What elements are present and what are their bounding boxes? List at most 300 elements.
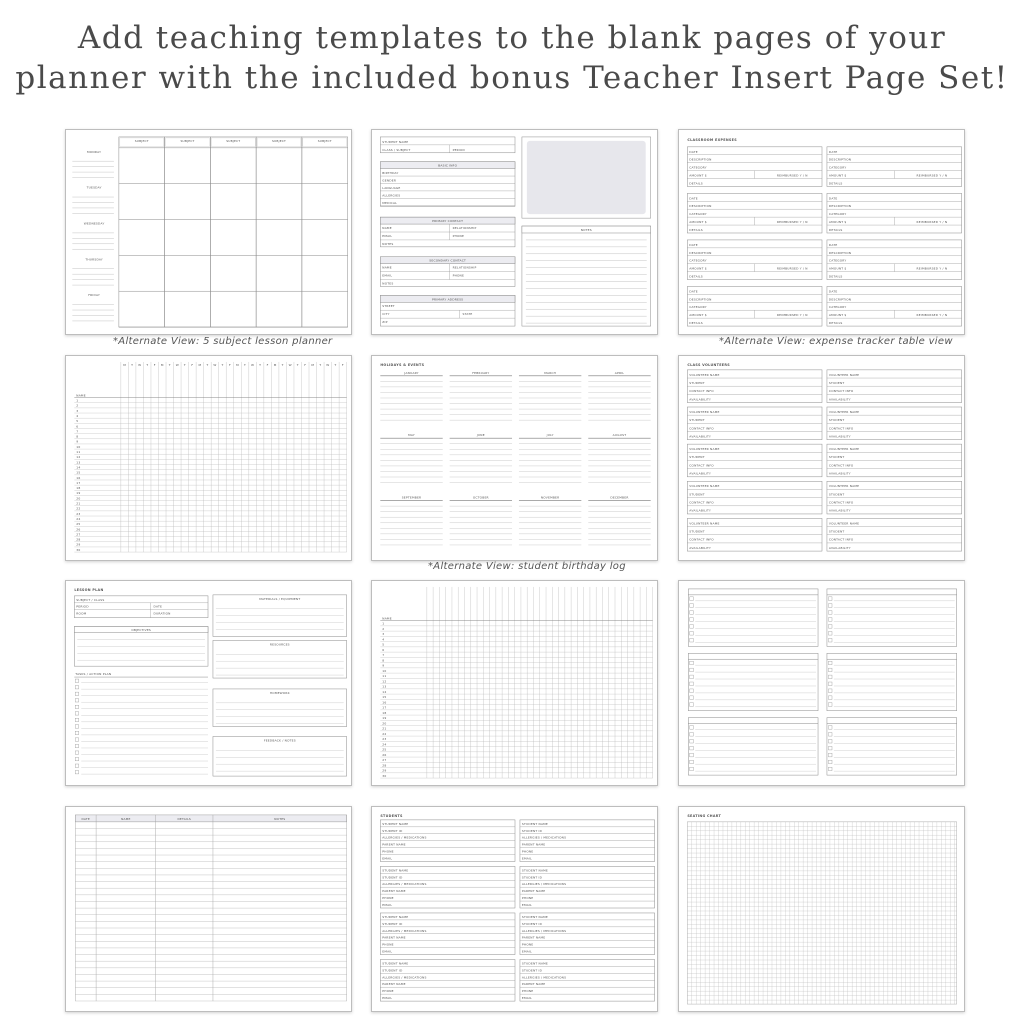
checkbox (690, 703, 694, 707)
task-checkbox (75, 686, 78, 689)
label-text: EMAIL (382, 856, 393, 861)
label-text: STUDENT (689, 492, 705, 497)
subject-header: SUBJECT (180, 138, 195, 143)
label-text: NAME (382, 265, 392, 270)
box (827, 240, 962, 280)
row-number: 15 (382, 695, 387, 700)
task-checkbox (75, 771, 78, 774)
page-holidays-events (371, 355, 658, 561)
checkbox (828, 611, 832, 615)
label-text: STUDENT NAME (521, 868, 549, 873)
checkbox (690, 661, 694, 665)
label-text: STUDENT (828, 455, 845, 460)
label-text: STUDENT ID (521, 875, 543, 880)
label-text: STUDENT (828, 380, 845, 385)
page-grade-tracker (371, 580, 658, 786)
row-number: 26 (76, 527, 81, 532)
day-letter: T (221, 362, 224, 367)
row-number: 30 (76, 547, 81, 552)
label-text: STUDENT NAME (382, 961, 409, 966)
label-text: STUDENT (828, 418, 845, 423)
label-text: PHONE (382, 942, 394, 947)
label-text: CATEGORY (689, 258, 707, 263)
label-text: DESCRIPTION (828, 250, 852, 255)
page-students (371, 806, 658, 1012)
box (827, 193, 962, 233)
checkbox (828, 733, 832, 737)
label-text: STUDENT (689, 380, 705, 385)
label-text: ZIP (382, 320, 388, 325)
label-text: DESCRIPTION (828, 157, 852, 162)
row-number: 23 (76, 511, 81, 516)
label-text: ALLERGIES / MEDICATIONS (382, 928, 427, 933)
volunteers-svg (679, 356, 964, 560)
label-text: DETAILS (689, 181, 703, 186)
label-text: AVAILABILITY (828, 434, 851, 439)
student-info-svg (372, 130, 657, 334)
caption-lesson-planner: *Alternate View: 5 subject lesson planner (113, 336, 333, 347)
label-text: CATEGORY (828, 305, 847, 310)
label-text: DATE (828, 149, 838, 154)
label-text: DETAILS (828, 321, 843, 326)
row-number: 14 (76, 465, 81, 470)
row-number: 10 (382, 668, 387, 673)
label-text: STREET (382, 304, 395, 309)
label-text: CONTACT INFO (828, 426, 854, 431)
label-text: CONTACT INFO (828, 500, 854, 505)
row-number: 19 (382, 716, 387, 721)
label-text: PHONE (382, 989, 394, 994)
headline-line-1: Add teaching templates to the blank pages of your (77, 20, 947, 56)
box (75, 815, 346, 822)
checkbox (828, 696, 832, 700)
row-number: 15 (76, 470, 81, 475)
day-letter: F (153, 362, 156, 367)
label-text: EMAIL (521, 949, 532, 954)
box (210, 137, 256, 327)
label-text: DATE (689, 149, 698, 154)
row-number: 25 (382, 747, 387, 752)
day-letter: F (304, 362, 307, 367)
label-text: STUDENT NAME (382, 139, 409, 144)
row-number: 27 (382, 758, 387, 763)
month-label: JUNE (476, 433, 485, 438)
box (302, 137, 348, 327)
label-text: PHONE (452, 233, 465, 238)
row-number: 30 (382, 773, 387, 778)
caption-expense-tracker: *Alternate View: expense tracker table view (719, 336, 953, 347)
label-text: STUDENT (828, 492, 845, 497)
label-text: PHONE (521, 989, 534, 994)
task-checkbox (75, 718, 78, 721)
headline-line-2: planner with the included bonus Teacher Insert Page Set! (15, 60, 1009, 96)
row-number: 2 (76, 403, 79, 408)
label-text: PHONE (521, 849, 534, 854)
label-text: ALLERGIES / MEDICATIONS (521, 835, 567, 840)
day-letter: M (160, 362, 164, 367)
checkbox (690, 625, 694, 629)
checkbox (828, 703, 832, 707)
label-text: CATEGORY (689, 305, 707, 310)
label-text: STUDENT ID (521, 968, 543, 973)
row-number: 13 (76, 460, 81, 465)
row-number: 6 (76, 424, 79, 429)
label-text: PERIOD (76, 604, 89, 609)
label-text: AVAILABILITY (828, 545, 851, 550)
row-number: 4 (382, 637, 385, 642)
month-label: JANUARY (404, 370, 419, 375)
label-text: AVAILABILITY (828, 508, 851, 513)
label-text: SEATING CHART (687, 813, 722, 818)
label-text: AVAILABILITY (828, 471, 851, 476)
checkbox (828, 597, 832, 601)
checkbox (690, 726, 694, 730)
checkbox (690, 597, 694, 601)
day-label: FRIDAY (88, 293, 100, 298)
box (256, 137, 302, 327)
month-label: SEPTEMBER (401, 495, 422, 500)
label-text: REIMBURSED Y / N (776, 173, 808, 178)
box (165, 137, 211, 327)
row-number: 18 (76, 486, 81, 491)
checkbox (828, 760, 832, 764)
label-text: VOLUNTEER NAME (689, 372, 720, 377)
row-number: 13 (382, 684, 387, 689)
day-letter: T (146, 362, 149, 367)
month-label: FEBRUARY (472, 370, 490, 375)
row-number: 29 (76, 542, 81, 547)
label-text: ALLERGIES / MEDICATIONS (382, 882, 427, 887)
label-text: FEEDBACK / NOTES (263, 738, 296, 743)
label-text: RESOURCES (269, 642, 290, 647)
label-text: STUDENT (689, 418, 705, 423)
label-text: AVAILABILITY (828, 397, 851, 402)
day-letter: F (191, 362, 194, 367)
row-number: 1 (382, 621, 385, 626)
lesson-plan-svg (66, 581, 351, 785)
label-text: DETAILS (828, 228, 843, 233)
row-number: 3 (76, 408, 79, 413)
page-checklists (678, 580, 965, 786)
label-text: ALLERGIES / MEDICATIONS (521, 882, 567, 887)
page-weekly-lesson-planner (65, 129, 352, 335)
label-text: OBJECTIVES (131, 628, 151, 633)
row-number: 7 (76, 429, 79, 434)
day-letter: M (311, 362, 315, 367)
month-label: OCTOBER (472, 495, 489, 500)
log-table-svg (66, 807, 351, 1011)
label-text: PHONE (382, 896, 394, 901)
row-number: 24 (76, 516, 81, 521)
label-text: STUDENT ID (521, 921, 543, 926)
label-text: REIMBURSED Y / N (916, 266, 948, 271)
day-letter: F (266, 362, 269, 367)
label-text: REIMBURSED Y / N (776, 266, 808, 271)
checkbox (690, 638, 694, 642)
label-text: LANGUAGE (382, 185, 401, 190)
row-number: 5 (76, 419, 79, 424)
label-text: RELATIONSHIP (452, 265, 477, 270)
checkbox (690, 753, 694, 757)
row-number: 27 (76, 532, 81, 537)
checkbox (690, 746, 694, 750)
label-text: STUDENT (689, 529, 705, 534)
box (687, 286, 822, 326)
row-number: 9 (382, 663, 385, 668)
checkbox (828, 604, 832, 608)
subject-header: SUBJECT (226, 138, 241, 143)
label-text: AMOUNT $ (689, 313, 707, 318)
label-text: ALLERGIES / MEDICATIONS (521, 975, 567, 980)
label-text: DESCRIPTION (689, 157, 712, 162)
month-label: MAY (408, 433, 415, 438)
label-text: DESCRIPTION (689, 297, 712, 302)
box (827, 147, 962, 187)
label-text: REIMBURSED Y / N (776, 220, 808, 225)
label-text: ALLERGIES / MEDICATIONS (521, 928, 567, 933)
label-text: DETAILS (828, 274, 843, 279)
checkbox (828, 675, 832, 679)
label-text: CATEGORY (689, 165, 707, 170)
label-text: AMOUNT $ (828, 173, 847, 178)
task-checkbox (75, 751, 78, 754)
checkbox (828, 689, 832, 693)
roster-svg (66, 356, 351, 560)
label-text: STATE (462, 312, 473, 317)
label-text: DESCRIPTION (828, 297, 852, 302)
label-text: AMOUNT $ (689, 173, 707, 178)
label-text: EMAIL (521, 996, 532, 1001)
page-attendance-roster (65, 355, 352, 561)
label-text: CLASSROOM EXPENSES (687, 137, 737, 142)
label-text: STUDENT NAME (521, 914, 549, 919)
students-svg (372, 807, 657, 1011)
label-text: ALLERGIES (382, 193, 401, 198)
label-text: DETAILS (689, 321, 703, 326)
box (827, 653, 957, 710)
row-number: 25 (76, 522, 81, 527)
label-text: DATE (828, 289, 838, 294)
checkbox (828, 682, 832, 686)
page-class-volunteers (678, 355, 965, 561)
row-number: 5 (382, 642, 385, 647)
checkbox (690, 696, 694, 700)
label-text: BIRTHDAY (382, 171, 399, 176)
box (827, 589, 957, 646)
label-text: RELATIONSHIP (452, 226, 477, 231)
label-text: CONTACT INFO (689, 389, 714, 394)
row-number: 6 (382, 647, 385, 652)
label-text: SUBJECT / CLASS (76, 597, 105, 602)
checkbox (828, 661, 832, 665)
box (119, 137, 165, 327)
label-text: PHONE (452, 273, 465, 278)
day-letter: W (250, 362, 255, 367)
row-number: 23 (382, 737, 387, 742)
label-text: NOTES (382, 241, 394, 246)
label-text: CATEGORY (828, 258, 847, 263)
label-text: NAME (76, 393, 86, 398)
column-header: NOTES (274, 816, 286, 821)
day-letter: T (244, 362, 247, 367)
label-text: DESCRIPTION (689, 250, 712, 255)
row-number: 21 (382, 726, 387, 731)
checkbox (690, 611, 694, 615)
subject-header: SUBJECT (134, 138, 149, 143)
label-text: DATE (689, 196, 698, 201)
label-text: AVAILABILITY (689, 471, 712, 476)
page-seating-chart (678, 806, 965, 1012)
label-text: PHONE (382, 849, 394, 854)
label-text: STUDENT ID (521, 828, 543, 833)
box (687, 240, 822, 280)
label-text: VOLUNTEER NAME (828, 521, 860, 526)
label-text: VOLUNTEER NAME (828, 447, 860, 452)
checkbox (690, 618, 694, 622)
checkbox (690, 689, 694, 693)
checklists-svg (679, 581, 964, 785)
label-text: CATEGORY (828, 165, 847, 170)
checkbox (690, 632, 694, 636)
box (687, 822, 956, 1004)
label-text: ALLERGIES / MEDICATIONS (382, 835, 427, 840)
label-text: STUDENT NAME (521, 961, 549, 966)
label-text: PARENT NAME (382, 935, 406, 940)
task-checkbox (75, 712, 78, 715)
checkbox (690, 760, 694, 764)
task-checkbox (75, 731, 78, 734)
day-letter: M (236, 362, 239, 367)
label-text: STUDENT (689, 455, 705, 460)
column-header: DATE (81, 816, 90, 821)
day-letter: T (168, 362, 171, 367)
column-header: NAME (121, 816, 131, 821)
day-label: MONDAY (87, 149, 102, 154)
checkbox (828, 767, 832, 771)
row-number: 17 (76, 480, 81, 485)
row-number: 22 (76, 506, 81, 511)
row-number: 11 (382, 674, 387, 679)
label-text: DESCRIPTION (828, 204, 852, 209)
page-classroom-expenses (678, 129, 965, 335)
label-text: HOMEWORK (269, 690, 290, 695)
day-letter: T (296, 362, 299, 367)
label-text: CLASS / SUBJECT (382, 147, 411, 152)
label-text: DATE (828, 196, 838, 201)
holidays-svg (372, 356, 657, 560)
label-text: DETAILS (828, 181, 843, 186)
day-letter: M (198, 362, 202, 367)
task-checkbox (75, 692, 78, 695)
row-number: 2 (382, 626, 385, 631)
label-text: AVAILABILITY (689, 508, 712, 513)
label-text: STUDENTS (380, 813, 403, 818)
label-text: CATEGORY (828, 212, 847, 217)
label-text: CONTACT INFO (689, 537, 714, 542)
row-number: 7 (382, 653, 385, 658)
checkbox (828, 746, 832, 750)
row-number: 8 (76, 434, 79, 439)
row-number: 9 (76, 439, 79, 444)
label-text: VOLUNTEER NAME (689, 447, 720, 452)
label-text: REIMBURSED Y / N (916, 173, 948, 178)
day-letter: T (281, 362, 284, 367)
label-text: EMAIL (521, 856, 532, 861)
checkbox (690, 682, 694, 686)
label-text: ROOM (76, 611, 87, 616)
checkbox (828, 618, 832, 622)
label-text: STUDENT NAME (382, 821, 409, 826)
label-text: CATEGORY (689, 212, 707, 217)
label-text: PRIMARY ADDRESS (432, 297, 464, 302)
label-text: NOTES (382, 281, 394, 286)
row-number: 20 (76, 496, 81, 501)
label-text: VOLUNTEER NAME (689, 521, 720, 526)
label-text: DATE (689, 242, 698, 247)
checkbox (828, 668, 832, 672)
box (687, 193, 822, 233)
label-text: CONTACT INFO (828, 537, 854, 542)
day-letter: F (229, 362, 231, 367)
checkbox (828, 739, 832, 743)
label-text: EMAIL (382, 233, 393, 238)
label-text: VOLUNTEER NAME (828, 409, 860, 414)
checkbox (828, 632, 832, 636)
label-text: PARENT NAME (521, 935, 546, 940)
label-text: AVAILABILITY (689, 545, 712, 550)
row-number: 26 (382, 752, 387, 757)
box (827, 718, 957, 775)
label-text: STUDENT NAME (382, 868, 409, 873)
row-number: 28 (76, 537, 81, 542)
label-text: STUDENT ID (382, 875, 403, 880)
label-text: DATE (153, 604, 163, 609)
label-text: ALLERGIES / MEDICATIONS (382, 975, 427, 980)
task-checkbox (75, 679, 78, 682)
row-number: 28 (382, 763, 387, 768)
month-label: APRIL (614, 370, 625, 375)
task-checkbox (75, 757, 78, 760)
box (688, 653, 818, 710)
box (522, 226, 651, 326)
day-letter: W (213, 362, 217, 367)
label-text: NAME (382, 616, 392, 621)
checkbox (690, 739, 694, 743)
task-checkbox (75, 705, 78, 708)
label-text: STUDENT NAME (382, 914, 409, 919)
task-checkbox (75, 764, 78, 767)
label-text: STUDENT (828, 529, 845, 534)
label-text: HOLIDAYS & EVENTS (380, 362, 425, 367)
label-text: PARENT NAME (521, 982, 546, 987)
label-text: DATE (689, 289, 698, 294)
label-text: PHONE (521, 942, 534, 947)
label-text: DETAILS (689, 274, 703, 279)
day-letter: W (288, 362, 292, 367)
label-text: REIMBURSED Y / N (916, 220, 948, 225)
day-label: THURSDAY (85, 257, 103, 262)
day-letter: T (334, 362, 337, 367)
label-text: STUDENT ID (382, 828, 403, 833)
label-text: DESCRIPTION (689, 204, 712, 209)
day-letter: F (341, 362, 344, 367)
row-number: 17 (382, 705, 387, 710)
day-letter: T (259, 362, 262, 367)
day-letter: T (206, 362, 209, 367)
label-text: EMAIL (382, 903, 393, 908)
page-student-info (371, 129, 658, 335)
label-text: PRIMARY CONTACT (432, 219, 464, 224)
